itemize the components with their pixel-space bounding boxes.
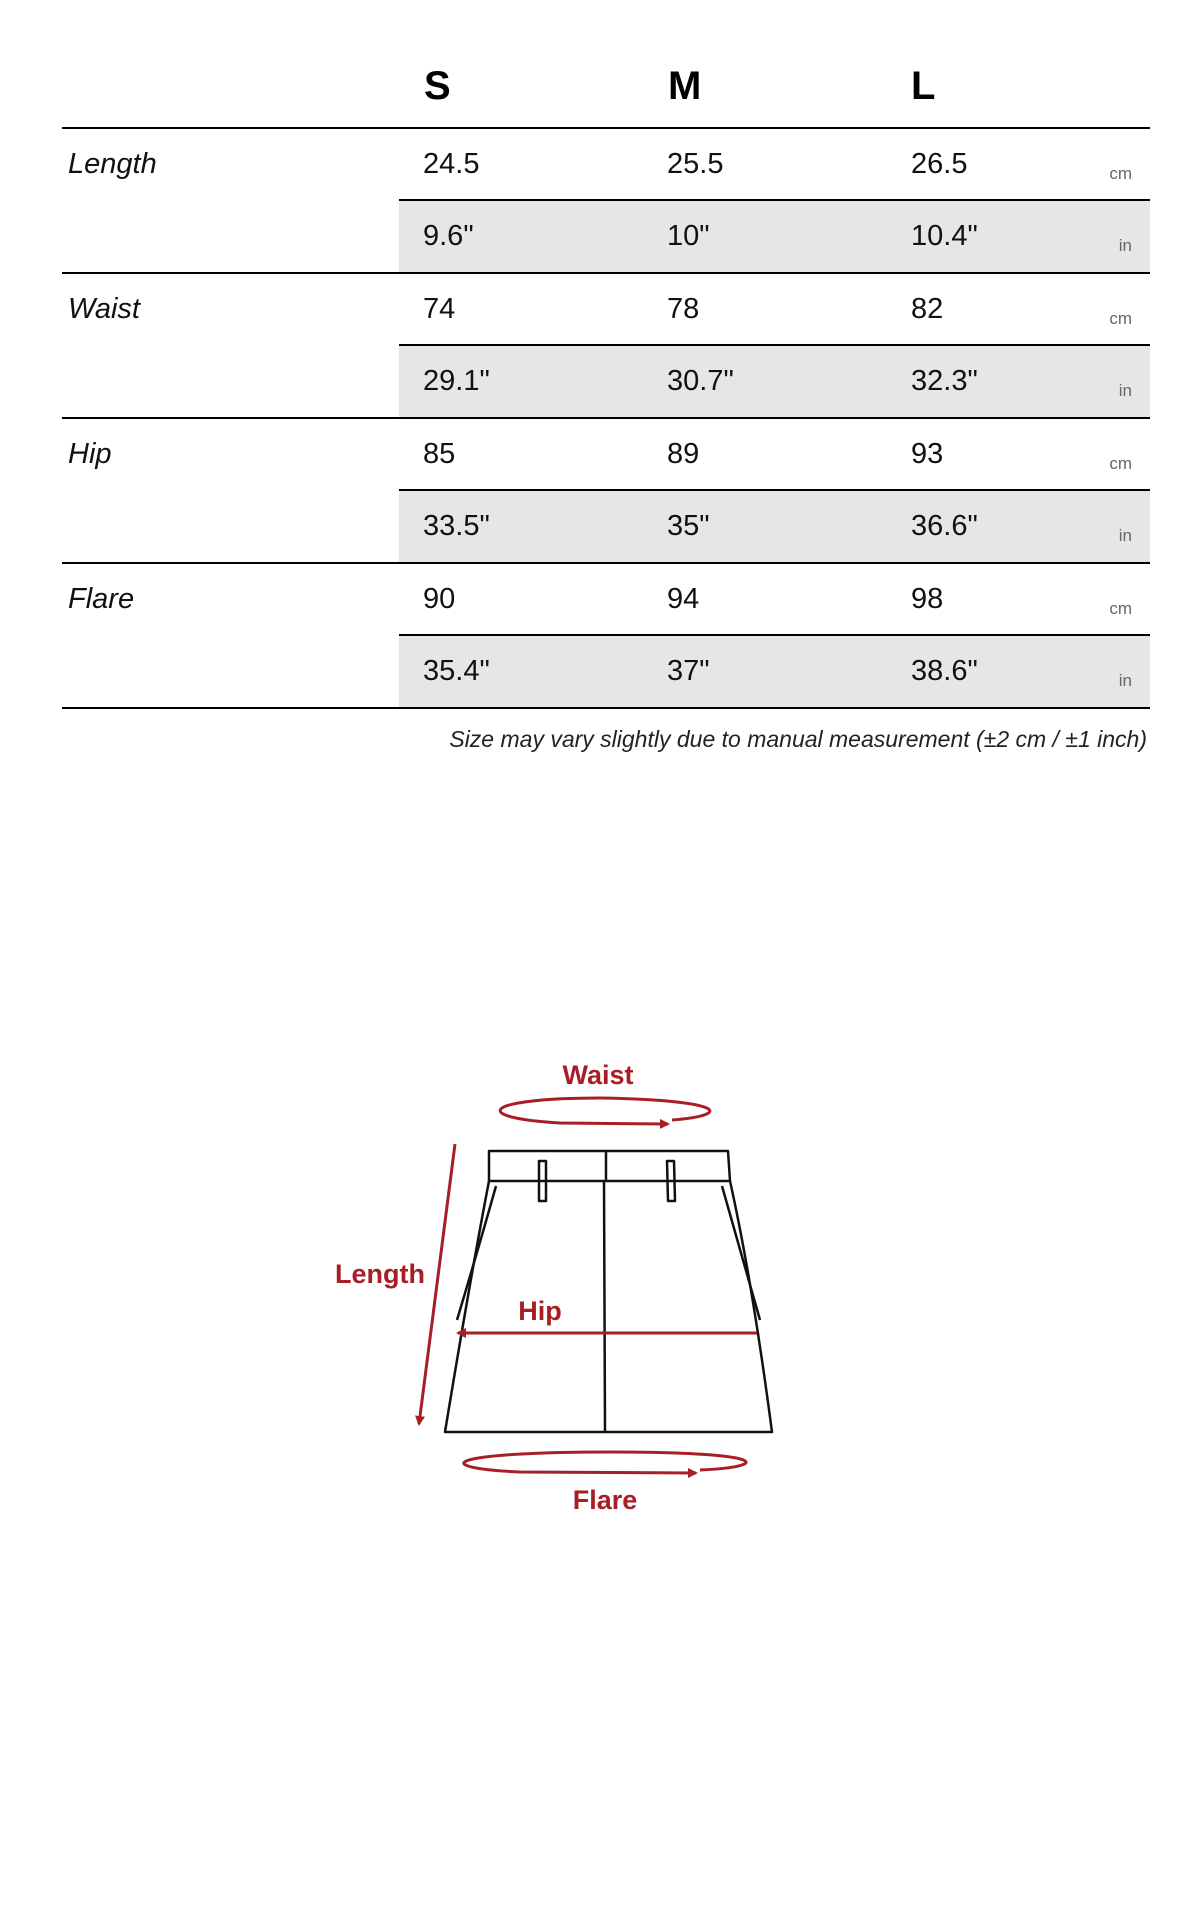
cell-waist-m-cm: 78 <box>667 293 700 325</box>
cell-hip-m-cm: 89 <box>667 438 700 470</box>
table-rule <box>62 707 1150 709</box>
unit-cm: cm <box>1109 164 1132 183</box>
cell-flare-l-in: 38.6" <box>911 655 978 687</box>
unit-in: in <box>1118 381 1132 400</box>
cell-flare-l-cm: 98 <box>911 583 944 615</box>
diagram-label-hip: Hip <box>518 1296 562 1326</box>
diagram-label-flare: Flare <box>572 1485 638 1515</box>
cell-length-m-in: 10" <box>667 220 710 252</box>
cell-waist-s-in: 29.1" <box>423 365 490 397</box>
flare-arrow-icon <box>464 1452 746 1473</box>
unit-in: in <box>1118 526 1132 545</box>
waist-arrow-icon <box>500 1098 710 1124</box>
unit-cm: cm <box>1109 454 1132 473</box>
table-rule <box>62 127 1150 129</box>
table-rule-inner <box>399 344 1150 346</box>
cell-waist-l-cm: 82 <box>911 293 944 325</box>
cell-length-l-in: 10.4" <box>911 220 978 252</box>
unit-cm: cm <box>1109 599 1132 618</box>
cell-waist-m-in: 30.7" <box>667 365 734 397</box>
cell-waist-l-in: 32.3" <box>911 365 978 397</box>
cell-length-s-in: 9.6" <box>423 220 474 252</box>
cell-flare-s-in: 35.4" <box>423 655 490 687</box>
cell-hip-l-cm: 93 <box>911 438 944 470</box>
row-shade-length-in <box>399 201 1150 272</box>
row-label-hip: Hip <box>68 438 112 470</box>
table-rule-inner <box>399 634 1150 636</box>
measurement-note: Size may vary slightly due to manual measurement (±2 cm / ±1 inch) <box>449 726 1147 752</box>
cell-hip-s-cm: 85 <box>423 438 456 470</box>
row-label-length: Length <box>68 148 157 180</box>
row-label-flare: Flare <box>68 583 135 615</box>
size-header-s: S <box>424 64 451 108</box>
row-label-waist: Waist <box>68 293 140 325</box>
cell-hip-m-in: 35" <box>667 510 710 542</box>
table-rule-inner <box>399 199 1150 201</box>
unit-in: in <box>1118 671 1132 690</box>
size-header-m: M <box>668 64 702 108</box>
diagram-label-length: Length <box>335 1259 425 1289</box>
cell-hip-s-in: 33.5" <box>423 510 490 542</box>
row-shade-flare-in <box>399 636 1150 707</box>
cell-length-m-cm: 25.5 <box>667 148 724 180</box>
cell-flare-m-in: 37" <box>667 655 710 687</box>
unit-in: in <box>1118 236 1132 255</box>
row-shade-waist-in <box>399 346 1150 417</box>
cell-waist-s-cm: 74 <box>423 293 456 325</box>
unit-cm: cm <box>1109 309 1132 328</box>
cell-flare-s-cm: 90 <box>423 583 456 615</box>
diagram-label-waist: Waist <box>562 1060 634 1090</box>
table-rule <box>62 562 1150 564</box>
table-rule <box>62 417 1150 419</box>
cell-length-l-cm: 26.5 <box>911 148 968 180</box>
cell-length-s-cm: 24.5 <box>423 148 480 180</box>
table-rule <box>62 272 1150 274</box>
skirt-measurement-diagram <box>0 1000 1200 1560</box>
skirt-outline-icon <box>445 1151 772 1432</box>
size-header-l: L <box>911 64 936 108</box>
row-shade-hip-in <box>399 491 1150 562</box>
cell-hip-l-in: 36.6" <box>911 510 978 542</box>
cell-flare-m-cm: 94 <box>667 583 700 615</box>
table-rule-inner <box>399 489 1150 491</box>
